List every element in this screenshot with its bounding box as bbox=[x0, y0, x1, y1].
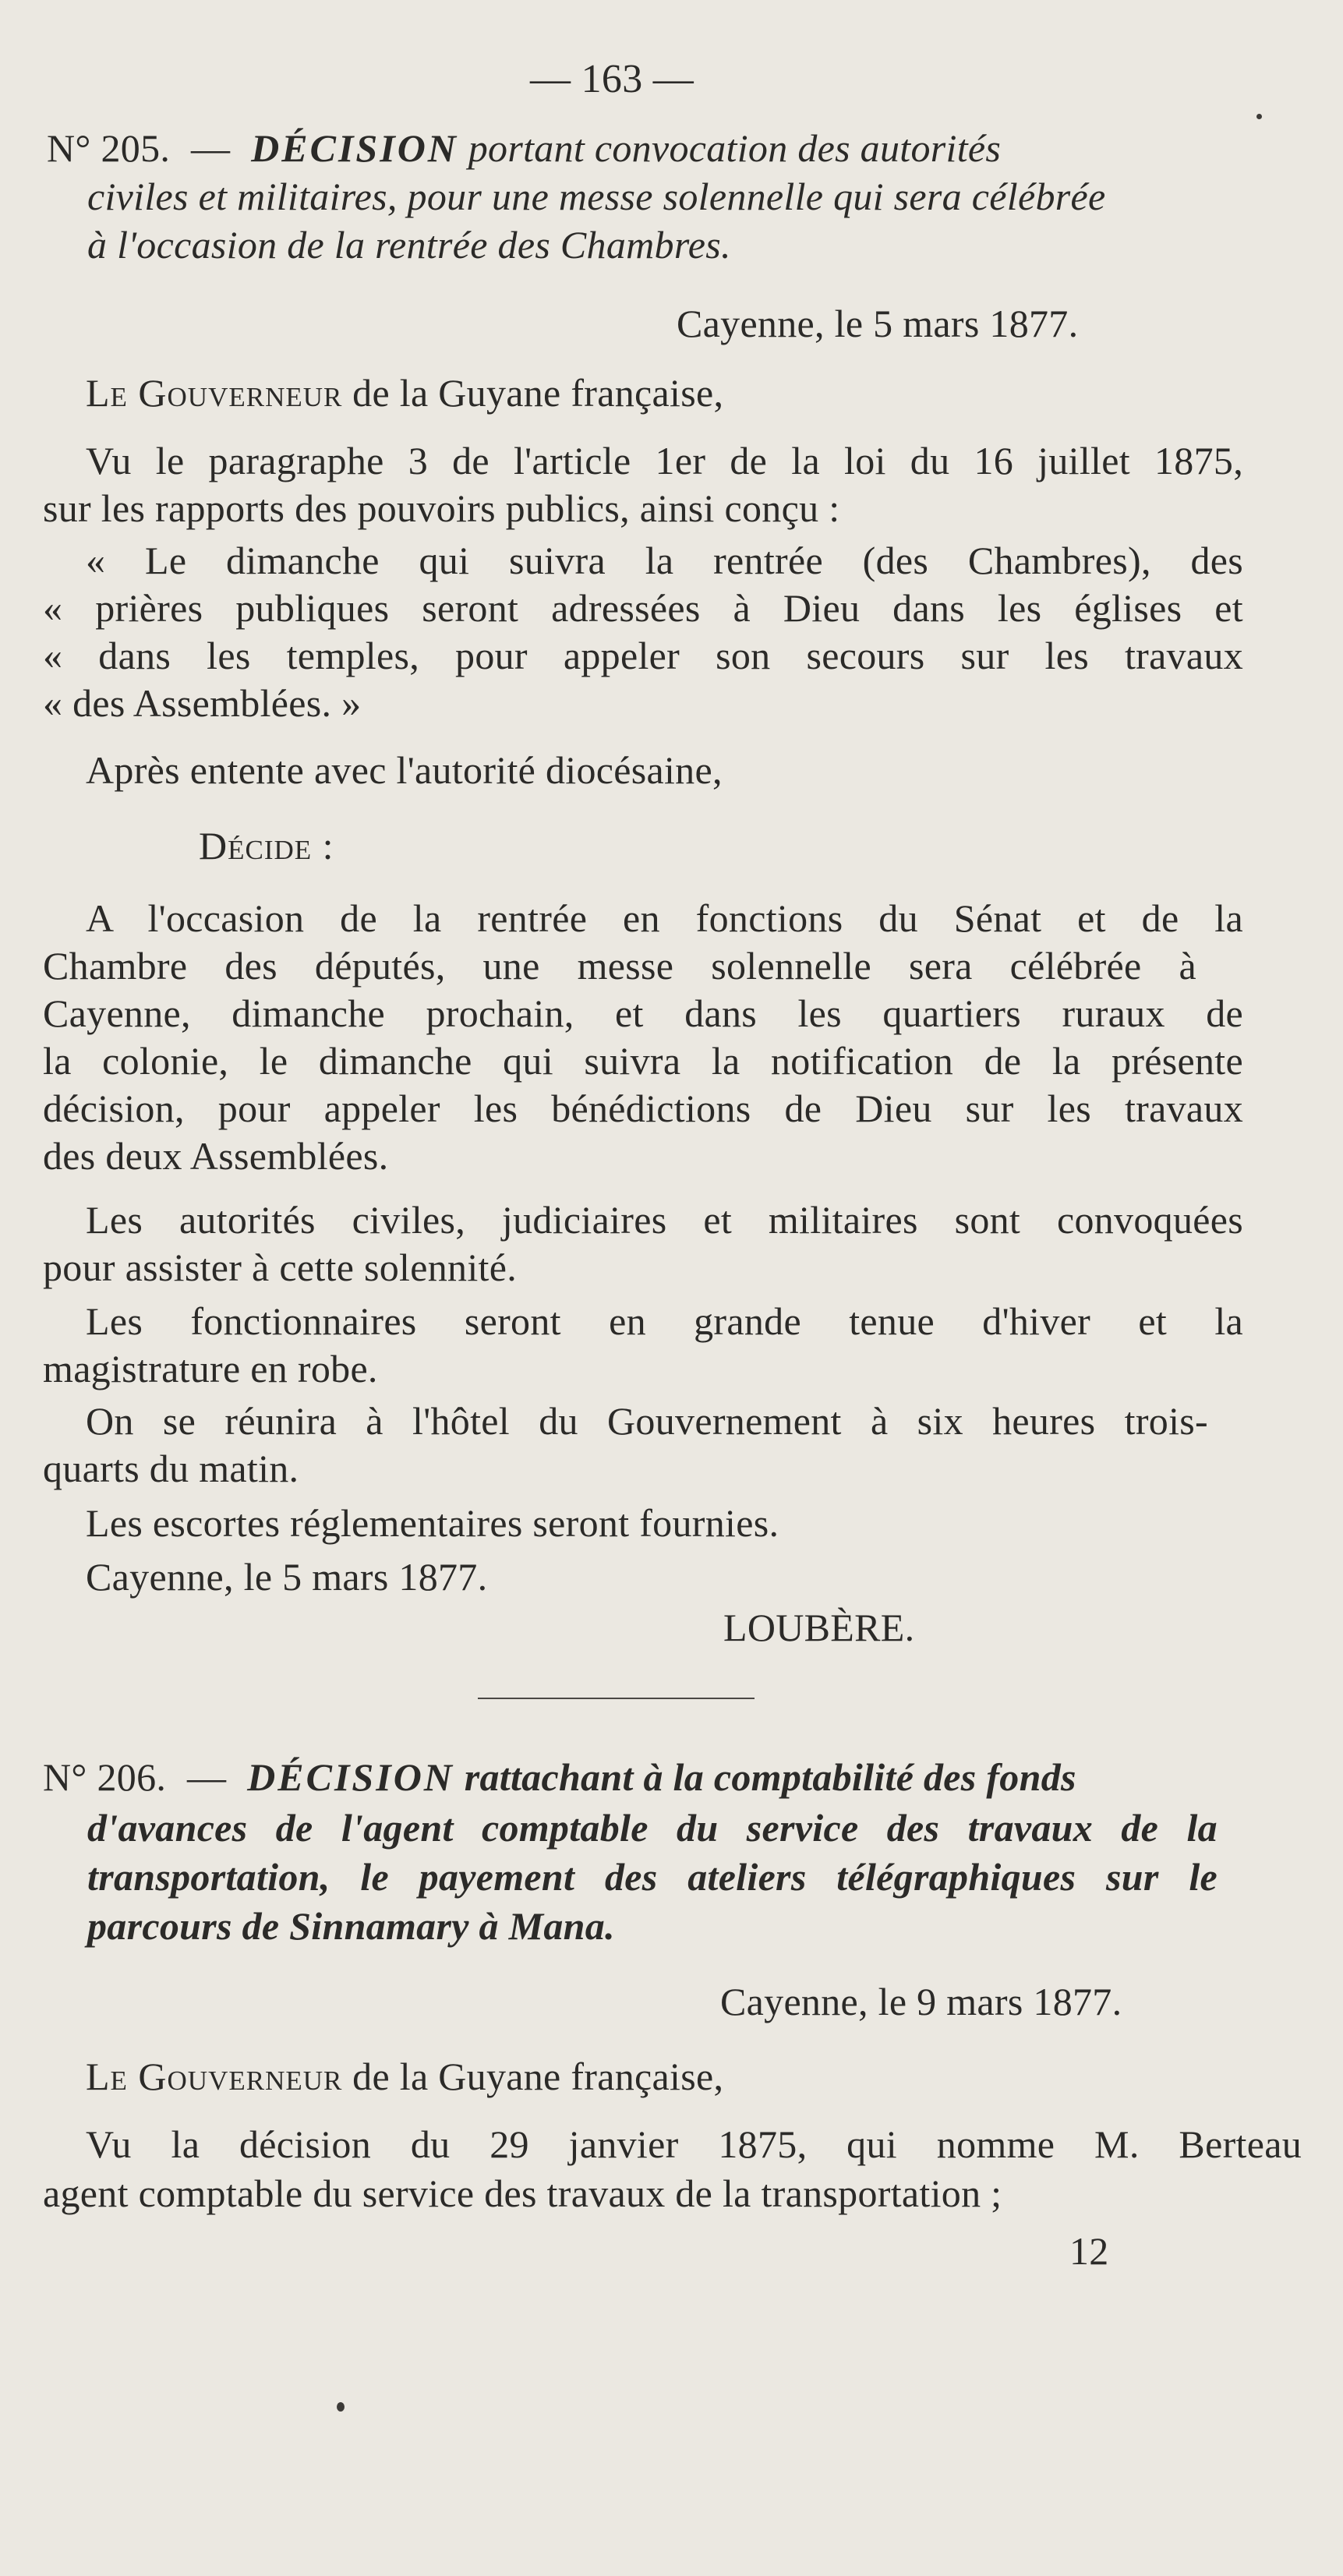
decree-205-decision-line: Les autorités civiles, judiciaires et militaires sont convoquées bbox=[86, 1198, 1243, 1242]
decree-205-decision-line: Cayenne, le 5 mars 1877. bbox=[86, 1555, 488, 1599]
decree-206-number: N° 206. bbox=[43, 1755, 167, 1799]
section-divider bbox=[478, 1698, 755, 1699]
decree-205-decision-line: la colonie, le dimanche qui suivra la notification de la présente bbox=[43, 1039, 1243, 1083]
decree-206-place-date: Cayenne, le 9 mars 1877. bbox=[720, 1980, 1122, 2023]
decree-205-decision-line: quarts du matin. bbox=[43, 1447, 299, 1490]
decree-205-place-date: Cayenne, le 5 mars 1877. bbox=[677, 302, 1079, 345]
decree-205-type: DÉCISION bbox=[251, 126, 458, 170]
decree-206-body-line: Vu la décision du 29 janvier 1875, qui nomme M. Berteau bbox=[86, 2122, 1302, 2166]
ink-speck bbox=[337, 2402, 345, 2412]
decree-206-title-line-3: transportation, le payement des ateliers télégraphiques sur le bbox=[87, 1855, 1218, 1899]
decree-205-body-line: Après entente avec l'autorité diocésaine, bbox=[86, 748, 723, 792]
decree-205-decision-line: On se réunira à l'hôtel du Gouvernement à six heures trois- bbox=[86, 1399, 1208, 1443]
decree-206-dash: — bbox=[187, 1755, 227, 1799]
decree-205-title-line-3: à l'occasion de la rentrée des Chambres. bbox=[87, 223, 731, 267]
decree-205-body-line: « Le dimanche qui suivra la rentrée (des Chambres), des bbox=[86, 539, 1243, 582]
decree-206-title-line-4: parcours de Sinnamary à Mana. bbox=[87, 1904, 615, 1948]
decree-205-title-rest: portant convocation des autorités bbox=[468, 126, 1002, 170]
decree-206-title-line-2: d'avances de l'agent comptable du service des travaux de la bbox=[87, 1806, 1218, 1850]
decree-205-decision-line: Les escortes réglementaires seront fournies. bbox=[86, 1501, 779, 1545]
decree-205-body-line: « dans les temples, pour appeler son secours sur les travaux bbox=[43, 634, 1243, 677]
decree-205-title-line-2: civiles et militaires, pour une messe solennelle qui sera célébrée bbox=[87, 175, 1106, 218]
decree-205-decision-line: Cayenne, dimanche prochain, et dans les quartiers ruraux de bbox=[43, 991, 1243, 1035]
decree-205-dash: — bbox=[191, 126, 231, 170]
decree-206-governor-rest: de la Guyane française, bbox=[352, 2055, 724, 2098]
decree-206-governor bbox=[86, 2053, 723, 2100]
decree-205-governor-title: Le Gouverneur bbox=[86, 371, 343, 415]
decree-206-title-line-1 bbox=[43, 1754, 1076, 1800]
decree-206-type: DÉCISION bbox=[247, 1755, 454, 1799]
decree-205-governor-rest: de la Guyane française, bbox=[352, 371, 724, 415]
decree-206-title-rest: rattachant à la comptabilité des fonds bbox=[464, 1755, 1076, 1799]
decree-205-decision-line: décision, pour appeler les bénédictions de Dieu sur les travaux bbox=[43, 1087, 1243, 1130]
decree-205-body-line: « prières publiques seront adressées à Dieu dans les églises et bbox=[43, 586, 1243, 630]
decree-205-decision-line: Chambre des députés, une messe solennelle sera célébrée à bbox=[43, 944, 1196, 988]
decree-205-title-line-1 bbox=[47, 125, 1001, 171]
decree-205-decide: Décide : bbox=[199, 824, 334, 868]
decree-205-body-line: « des Assemblées. » bbox=[43, 681, 362, 725]
decree-205-body-line: Vu le paragraphe 3 de l'article 1er de la loi du 16 juillet 1875, bbox=[86, 439, 1243, 482]
ink-speck bbox=[1256, 114, 1262, 119]
decree-205-number: N° 205. bbox=[47, 126, 171, 170]
decree-205-decision-line: des deux Assemblées. bbox=[43, 1134, 389, 1178]
decree-206-governor-title: Le Gouverneur bbox=[86, 2055, 343, 2098]
page-number: — 163 — bbox=[530, 57, 694, 101]
decree-205-decision-line: Les fonctionnaires seront en grande tenue d'hiver et la bbox=[86, 1299, 1243, 1343]
decree-205-decision-line: magistrature en robe. bbox=[43, 1347, 378, 1390]
signature-mark: 12 bbox=[1069, 2229, 1109, 2273]
decree-205-decision-line: pour assister à cette solennité. bbox=[43, 1246, 518, 1289]
decree-205-decision-line: A l'occasion de la rentrée en fonctions du Sénat et de la bbox=[86, 896, 1243, 940]
decree-205-body-line: sur les rapports des pouvoirs publics, ainsi conçu : bbox=[43, 486, 840, 530]
decree-205-signature: LOUBÈRE. bbox=[723, 1606, 915, 1649]
decree-206-body-line: agent comptable du service des travaux de la transportation ; bbox=[43, 2171, 1002, 2215]
decree-205-governor bbox=[86, 369, 723, 416]
